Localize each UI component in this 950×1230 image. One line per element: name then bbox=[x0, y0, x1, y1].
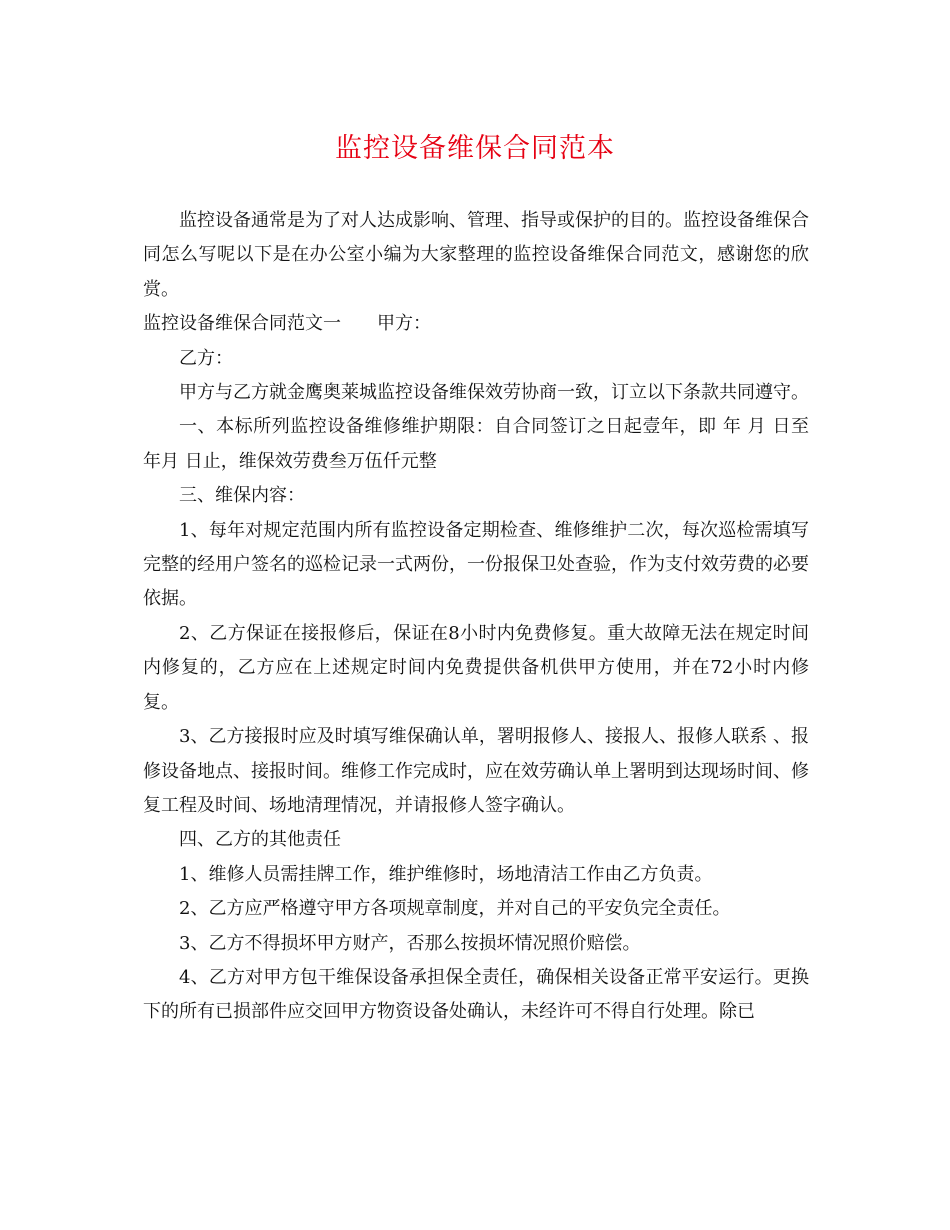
party-b-label: 乙方： bbox=[179, 347, 233, 369]
item-4-4: 4、乙方对甲方包干维保设备承担保全责任，确保相关设备正常平安运行。更换下的所有已损部件应交回甲方物资设备处确认，未经许可不得自行处理。除已 bbox=[143, 966, 809, 1023]
sample-line bbox=[143, 307, 809, 341]
clause-1: 一、本标所列监控设备维修维护期限：自合同签订之日起壹年，即 年 月 日至 年月 日止，维保效劳费叁万伍仟元整 bbox=[143, 416, 809, 472]
agreement-paragraph: 甲方与乙方就金鹰奥莱城监控设备维保效劳协商一致，订立以下条款共同遵守。 bbox=[179, 382, 809, 404]
clause-3-heading: 三、维保内容： bbox=[179, 485, 305, 507]
intro-paragraph: 监控设备通常是为了对人达成影响、管理、指导或保护的目的。监控设备维保合同怎么写呢以下是在办公室小编为大家整理的监控设备维保合同范文，感谢您的欣赏。 bbox=[143, 210, 809, 300]
item-4-2: 2、乙方应严格遵守甲方各项规章制度，并对自己的平安负完全责任。 bbox=[179, 898, 731, 920]
item-4-1: 1、维修人员需挂牌工作，维护维修时，场地清洁工作由乙方负责。 bbox=[179, 863, 713, 885]
sample-heading: 监控设备维保合同范文一 bbox=[143, 313, 341, 335]
document-title: 监控设备维保合同范本 bbox=[335, 133, 615, 164]
clause-4-heading: 四、乙方的其他责任 bbox=[179, 829, 341, 851]
item-3-1: 1、每年对规定范围内所有监控设备定期检查、维修维护二次，每次巡检需填写完整的经用户签名的巡检记录一式两份，一份报保卫处查验，作为支付效劳费的必要依据。 bbox=[143, 519, 809, 610]
document-body bbox=[143, 204, 809, 1030]
item-3-3: 3、乙方接报时应及时填写维保确认单，署明报修人、接报人、报修人联系 、报修设备地点、接报时间。维修工作完成时，应在效劳确认单上署明到达现场时间、修复工程及时间、场地清理情况，并请报修人签字确认。 bbox=[143, 726, 809, 816]
party-a-label: 甲方： bbox=[377, 313, 431, 335]
item-4-3: 3、乙方不得损坏甲方财产，否那么按损坏情况照价赔偿。 bbox=[179, 932, 641, 954]
item-3-2: 2、乙方保证在接报修后，保证在8小时内免费修复。重大故障无法在规定时间内修复的，乙方应在上述规定时间内免费提供备机供甲方使用，并在72小时内修复。 bbox=[143, 622, 809, 713]
